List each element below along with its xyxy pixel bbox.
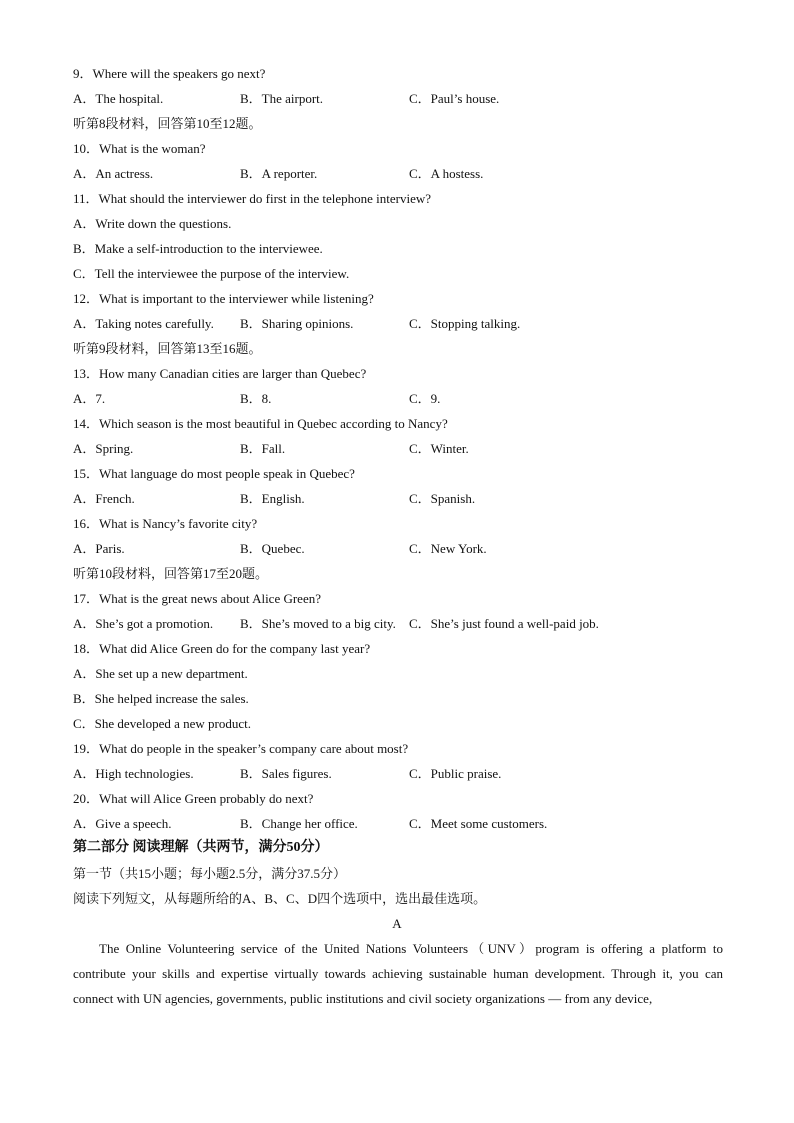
option-c: C．Stopping talking. — [409, 316, 521, 331]
option-c: C．Paul’s house. — [409, 91, 500, 106]
section-9-instruction: 听第9段材料，回答第13至16题。 — [73, 341, 262, 356]
options-16 — [73, 541, 723, 557]
option-c: C．9. — [409, 391, 441, 406]
part-two-title: 第二部分 阅读理解（共两节，满分50分） — [73, 840, 329, 855]
option-b: B．English. — [240, 491, 305, 506]
option-c: C．She developed a new product. — [73, 716, 251, 731]
question-10: 10．What is the woman? — [73, 141, 206, 156]
option-c: C．Public praise. — [409, 766, 502, 781]
option-b: B．Sharing opinions. — [240, 316, 354, 331]
option-c: C．Winter. — [409, 441, 469, 456]
options-19 — [73, 766, 723, 782]
question-17: 17．What is the great news about Alice Green? — [73, 591, 321, 606]
question-9: 9．Where will the speakers go next? — [73, 66, 266, 81]
option-a: A．Give a speech. — [73, 816, 172, 831]
option-b: B．Quebec. — [240, 541, 305, 556]
option-a: A．The hospital. — [73, 91, 164, 106]
option-b: B．Change her office. — [240, 816, 358, 831]
passage-a-text: The Online Volunteering service of the United Nations Volunteers（UNV）program is offering a platform to contribute your skills and expertise virtually towards achieving sustainable human development. Through it, you can connect with UN agencies, governments, public institutions and civil society organizations — from any device, — [73, 941, 723, 1006]
reading-instruction: 阅读下列短文，从每题所给的A、B、C、D四个选项中，选出最佳选项。 — [73, 891, 487, 906]
options-12 — [73, 316, 723, 332]
section-10-instruction: 听第10段材料，回答第17至20题。 — [73, 566, 269, 581]
section-one-header: 第一节（共15小题；每小题2.5分，满分37.5分） — [73, 866, 347, 881]
option-a: A．Write down the questions. — [73, 216, 232, 231]
options-9 — [73, 91, 723, 107]
option-a: A．French. — [73, 491, 135, 506]
option-c: C．Meet some customers. — [409, 816, 548, 831]
question-20: 20．What will Alice Green probably do next? — [73, 791, 314, 806]
option-b: B．She’s moved to a big city. — [240, 616, 396, 631]
question-19: 19．What do people in the speaker’s company care about most? — [73, 741, 409, 756]
question-16: 16．What is Nancy’s favorite city? — [73, 516, 258, 531]
passage-label: A — [392, 916, 402, 931]
option-b: B．She helped increase the sales. — [73, 691, 249, 706]
option-a: A．An actress. — [73, 166, 154, 181]
option-b: B．Make a self-introduction to the interviewee. — [73, 241, 323, 256]
option-a: A．7. — [73, 391, 106, 406]
question-13: 13．How many Canadian cities are larger than Quebec? — [73, 366, 367, 381]
option-a: A．Taking notes carefully. — [73, 316, 214, 331]
options-15 — [73, 491, 723, 507]
options-14 — [73, 441, 723, 457]
question-12: 12．What is important to the interviewer while listening? — [73, 291, 374, 306]
option-a: A．She’s got a promotion. — [73, 616, 214, 631]
option-c: C．New York. — [409, 541, 487, 556]
option-c: C．She’s just found a well-paid job. — [409, 616, 599, 631]
option-c: C．Tell the interviewee the purpose of the interview. — [73, 266, 350, 281]
question-11: 11．What should the interviewer do first in the telephone interview? — [73, 191, 431, 206]
option-b: B．8. — [240, 391, 272, 406]
question-14: 14．Which season is the most beautiful in Quebec according to Nancy? — [73, 416, 448, 431]
option-b: B．Fall. — [240, 441, 286, 456]
options-17 — [73, 616, 723, 632]
options-20 — [73, 816, 723, 832]
options-10 — [73, 166, 723, 182]
option-b: B．A reporter. — [240, 166, 318, 181]
option-a: A．She set up a new department. — [73, 666, 248, 681]
section-8-instruction: 听第8段材料，回答第10至12题。 — [73, 116, 262, 131]
question-15: 15．What language do most people speak in Quebec? — [73, 466, 355, 481]
options-13 — [73, 391, 723, 407]
option-a: A．High technologies. — [73, 766, 194, 781]
question-18: 18．What did Alice Green do for the company last year? — [73, 641, 371, 656]
option-a: A．Spring. — [73, 441, 134, 456]
option-b: B．The airport. — [240, 91, 324, 106]
option-a: A．Paris. — [73, 541, 125, 556]
option-c: C．A hostess. — [409, 166, 484, 181]
option-b: B．Sales figures. — [240, 766, 332, 781]
option-c: C．Spanish. — [409, 491, 476, 506]
